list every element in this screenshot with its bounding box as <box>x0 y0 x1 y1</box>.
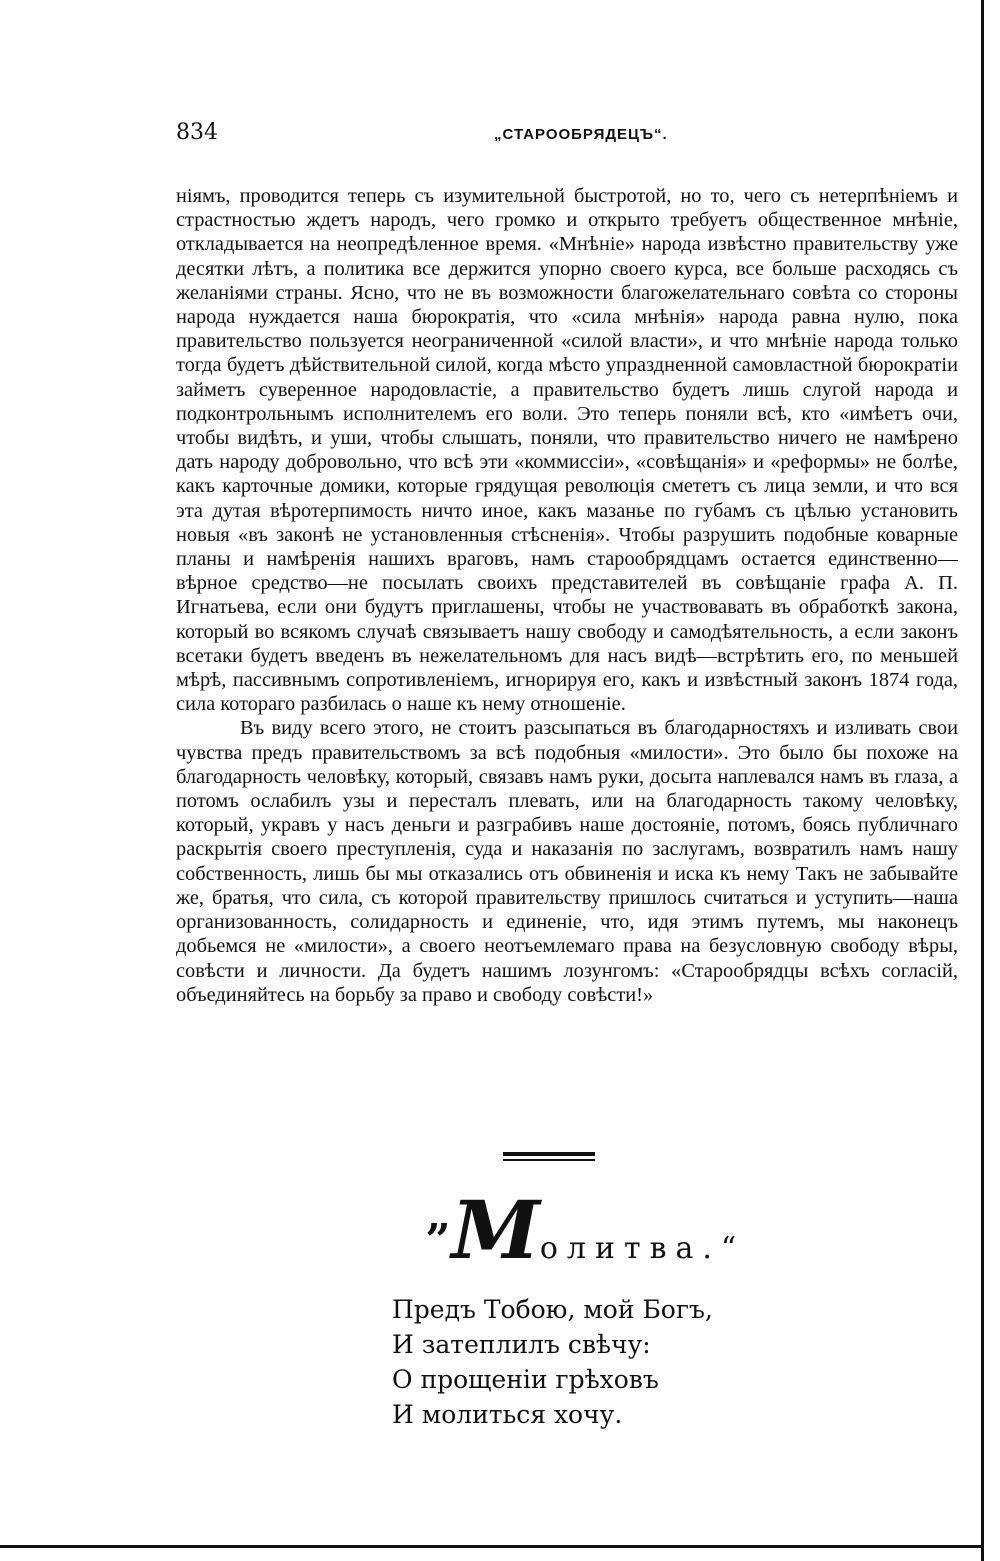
poem-line: И затеплилъ свѣчу: <box>392 1330 651 1359</box>
divider-thick-rule <box>503 1152 595 1156</box>
paragraph: Въ виду всего этого, не стоитъ разсыпаться въ благодарностяхъ и изливать свои чувства предъ правительствомъ за всѣ подобныя «милости». Это было бы похоже на благодарность человѣку, который, связавъ намъ руки, досыта наплевался намъ въ глаза, а потомъ ослабилъ узы и пересталъ плевать, или на благодарность такому человѣку, который, укравъ у насъ деньги и разграбивъ наше достояніе, потомъ, боясь публичнаго раскрытія своего преступленія, суда и наказанія по заслугамъ, возвратилъ намъ нашу собственность, лишь бы мы отказались отъ обвиненія и иска къ нему Такъ не забывайте же, братья, что сила, съ которой правительству пришлось считаться и уступить—наша организованность, солидарность и единеніе, что, идя этимъ путемъ, мы наконецъ добьемся не «милости», а своего неотъемлемаго права на безусловную свободу вѣры, совѣсти и личности. Да будетъ нашимъ лозунгомъ: «Старообрядцы всѣхъ согласій, объединяйтесь на борьбу за право и свободу совѣсти!» <box>176 717 958 1006</box>
page-header <box>176 120 958 150</box>
poem-title-rest: олитва.“ <box>539 1231 746 1266</box>
paragraph: ніямъ, проводится теперь съ изумительной быстротой, но то, чего съ нетерпѣніемъ и страстностью ждетъ народъ, чего громко и открыто требуетъ общественное мнѣніе, откладывается на неопредѣленное время. «Мнѣніе» народа извѣстно правительству уже десятки лѣтъ, а политика все держится упорно своего курса, все больше расходясь съ желаніями страны. Ясно, что не въ возможности благожелательнаго совѣта со стороны народа нуждается наша бюрократія, что «сила мнѣнія» народа равна нулю, пока правительство пользуется неограниченной «силой власти», и что мнѣніе народа только тогда будетъ дѣйствительной силой, когда мѣсто упраздненной самовластной бюрократіи займетъ суверенное народовластіе, а правительство будетъ лишь слугой народа и подконтрольнымъ исполнителемъ его воли. Это теперь поняли всѣ, кто «имѣетъ очи, чтобы видѣть, и уши, чтобы слышать, поняли, что правительство ничего не намѣрено дать народу добровольно, что всѣ эти «коммиссіи», «совѣщанія» и «реформы» не болѣе, какъ карточные домики, которые грядущая революція смететъ съ лица земли, и что вся эта дутая вѣротерпимость ничто иное, какъ мазанье по губамъ съ цѣлью установить новыя «въ законѣ не установленныя стѣсненія». Чтобы разрушить подобные коварные планы и намѣренія нашихъ враговъ, намъ старообрядцамъ остается единственно—вѣрное средство—не посылать своихъ представителей въ совѣщаніе графа А. П. Игнатьева, если они будутъ приглашены, чтобы не участвовавать въ обработкѣ закона, который во всякомъ случаѣ связываетъ нашу свободу и самодѣятельность, а если законъ всетаки будетъ введенъ въ нежелательномъ для насъ видѣ—встрѣтить его, по меньшей мѣрѣ, пассивнымъ сопротивленіемъ, игнорируя его, какъ и извѣстный законъ 1874 года, сила котораго разбилась о наше къ нему отношеніе. <box>176 185 958 716</box>
section-divider <box>503 1152 595 1161</box>
page-border-right <box>981 0 984 1561</box>
poem-title-initial: М <box>451 1183 540 1277</box>
page-border-bottom <box>0 1545 984 1548</box>
poem-body <box>392 1292 713 1432</box>
page-number: 834 <box>176 120 218 145</box>
article-body <box>176 184 958 1007</box>
divider-thin-rule <box>503 1159 595 1161</box>
poem-line: О прощеніи грѣховъ <box>392 1365 659 1394</box>
poem-line: И молиться хочу. <box>392 1400 623 1429</box>
poem-title-open-quote: „ <box>426 1190 452 1241</box>
poem-line: Предъ Тобою, мой Богъ, <box>392 1295 713 1324</box>
running-head: „СТАРООБРЯДЕЦЪ“. <box>494 126 668 143</box>
poem-title <box>426 1183 746 1277</box>
